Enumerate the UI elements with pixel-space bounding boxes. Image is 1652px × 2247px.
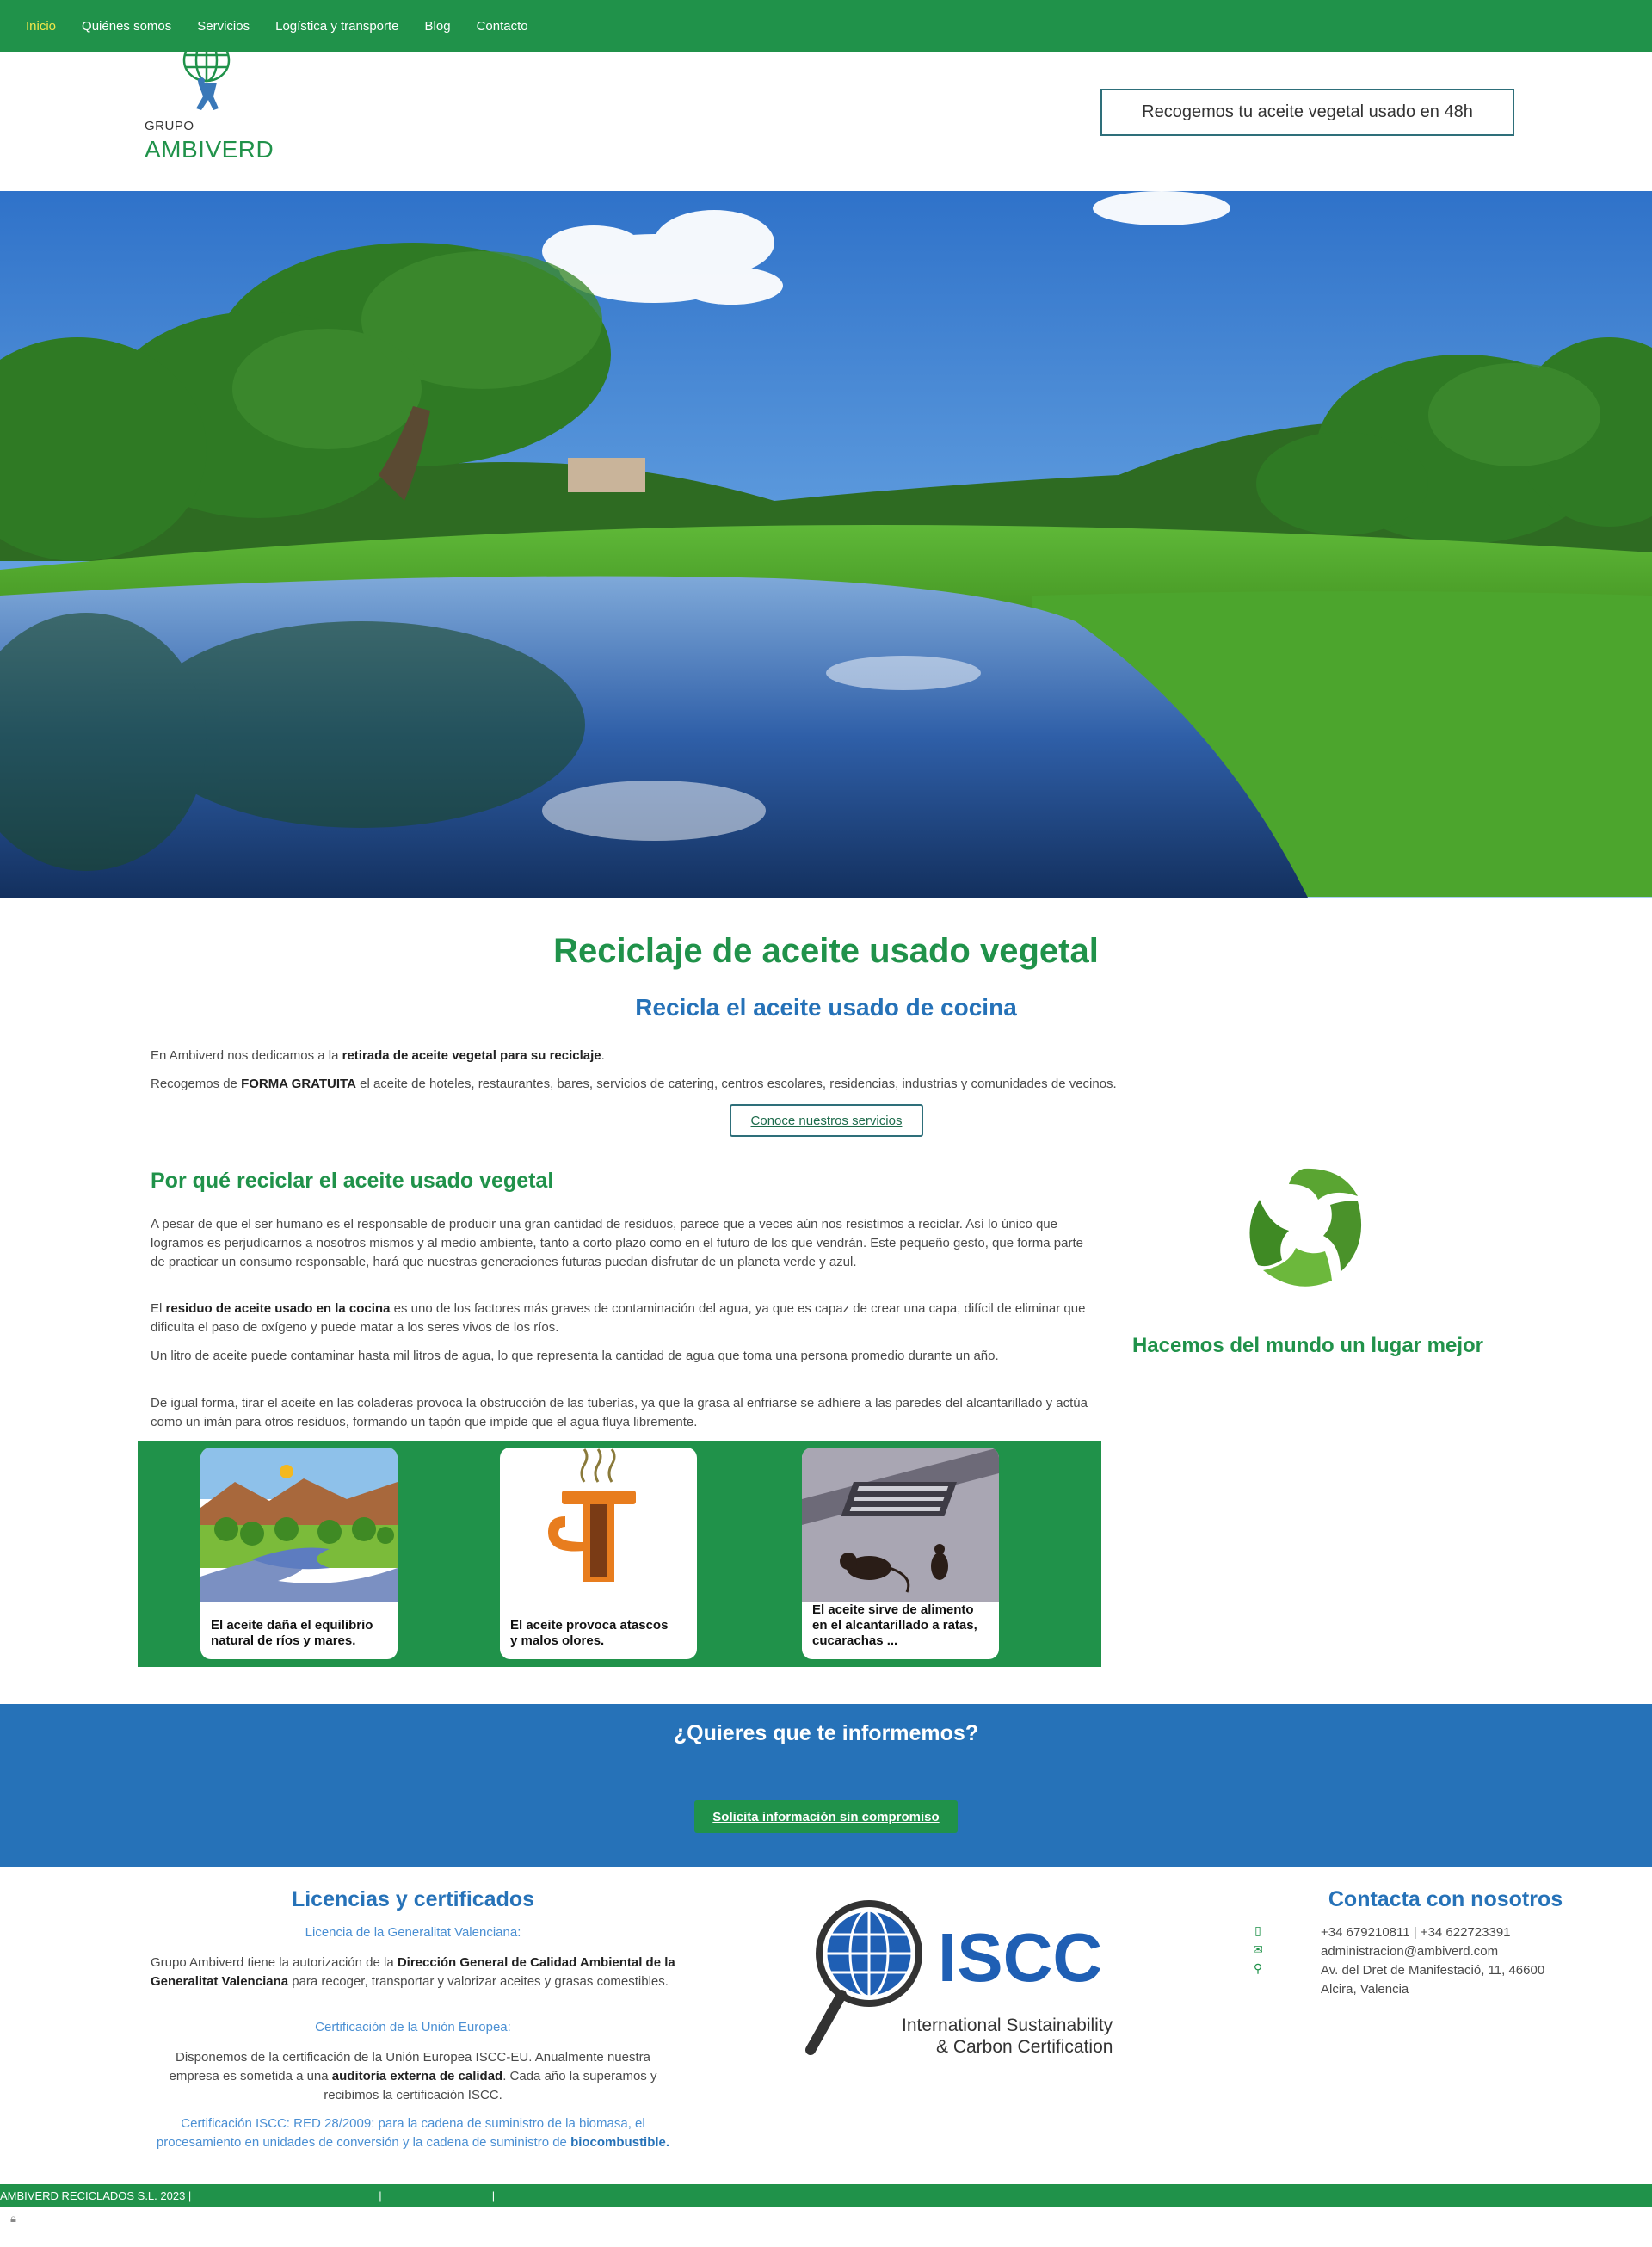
info-request-heading: ¿Quieres que te informemos?	[673, 1721, 979, 1745]
nav-item-quienes-somos[interactable]: Quiénes somos	[82, 18, 172, 34]
license-p1-end: para recoger, transportar y valorizar aceites y grasas comestibles.	[288, 1974, 669, 1989]
license-p3-bold: biocombustible.	[570, 2135, 670, 2150]
why-paragraph-3: Un litro de aceite puede contaminar hasta mil litros de agua, lo que representa la cantidad de agua que toma una persona promedio durante un año.	[151, 1349, 999, 1363]
license-eu-paragraph	[151, 2048, 675, 2105]
lock-icon: 🔒︎	[10, 2212, 16, 2225]
clogged-pipe-icon	[500, 1448, 697, 1602]
iscc-certification-paragraph	[151, 2114, 675, 2152]
why-p2-bold: residuo de aceite usado en la cocina	[165, 1301, 391, 1316]
intro-p1-end: .	[601, 1048, 605, 1063]
logo-name-text: AMBIVERD	[145, 136, 274, 163]
site-logo[interactable]	[138, 52, 284, 172]
licenses-heading: Licencias y certificados	[291, 1887, 535, 1911]
iscc-wordmark: ISCC	[938, 1919, 1103, 1996]
logo-grupo-text: GRUPO	[145, 119, 194, 133]
why-p2-text: El	[151, 1301, 166, 1316]
hero-landscape-image	[0, 191, 1652, 898]
envelope-icon: ✉	[1253, 1942, 1263, 1956]
intro-paragraph-1	[151, 1048, 605, 1063]
copyright-text: AMBIVERD RECICLADOS S.L. 2023 |	[0, 2188, 192, 2202]
top-navigation	[0, 0, 1652, 52]
globe-atlas-icon	[138, 52, 284, 120]
page-title: Reciclaje de aceite usado vegetal	[553, 932, 1099, 970]
nav-item-inicio[interactable]: Inicio	[26, 18, 57, 34]
intro-p2-bold: FORMA GRATUITA	[241, 1077, 356, 1091]
intro-p2-text: Recogemos de	[151, 1077, 242, 1091]
intro-p2-end: el aceite de hoteles, restaurantes, bares, servicios de catering, centros escolares, residencias, industrias y comunidades de vecinos.	[355, 1077, 1117, 1091]
recycle-leaves-icon	[1239, 1162, 1368, 1299]
river-pollution-icon	[200, 1448, 398, 1602]
iscc-magnifier-globe-icon	[792, 1885, 1136, 2091]
why-paragraph-2	[151, 1299, 1088, 1337]
info-request-band	[0, 1704, 1652, 1867]
page-subtitle: Recicla el aceite usado de cocina	[635, 994, 1017, 1021]
intro-p1-bold: retirada de aceite vegetal para su reciclaje	[342, 1048, 601, 1063]
nav-item-servicios[interactable]: Servicios	[197, 18, 250, 34]
why-paragraph-1: A pesar de que el ser humano es el responsable de producir una gran cantidad de residuos, parece que a veces aún nos resistimos a reciclar. Así lo único que logramos es perjudicarnos a nosotros mismos y al medio ambiente, tanto a corto plazo como en el futuro de los que vendrán. Este pequeño gesto, que forma parte de practicar un consumo responsable, hará que nuestras generaciones futuras puedan disfrutar de un planeta verde y azul.	[151, 1217, 1083, 1269]
site-header	[0, 52, 1652, 191]
why-recycle-heading: Por qué reciclar el aceite usado vegetal	[151, 1169, 554, 1193]
sewer-pests-icon	[802, 1448, 999, 1602]
iscc-logo	[792, 1885, 1136, 2091]
intro-p1-text: En Ambiverd nos dedicamos a la	[151, 1048, 342, 1063]
aside-caption: Hacemos del mundo un lugar mejor	[1131, 1334, 1484, 1357]
footer-separator-1: |	[379, 2188, 382, 2202]
license-p2-bold: auditoría externa de calidad	[331, 2069, 503, 2083]
license-p2-end: . Cada año la superamos y recibimos la certificación ISCC.	[324, 2069, 657, 2102]
license-p1-bold: Dirección General de Calidad Ambiental de la Generalitat Valenciana	[151, 1955, 675, 1989]
oil-impact-infographic	[138, 1441, 1101, 1667]
card-caption-rivers: El aceite daña el equilibrio natural de ríos y mares.	[211, 1618, 373, 1648]
card-caption-pipes: El aceite provoca atascos y malos olores.	[510, 1618, 669, 1648]
contact-phone[interactable]: +34 679210811 | +34 622723391	[1321, 1925, 1511, 1940]
pickup-48h-button[interactable]: Recogemos tu aceite vegetal usado en 48h	[1100, 89, 1514, 136]
license-p3-text: Certificación ISCC: RED 28/2009: para la cadena de suministro de la biomasa, el procesamiento en unidades de conversión y la cadena de suministro de	[156, 2116, 645, 2150]
request-info-button[interactable]: Solicita información sin compromiso	[694, 1800, 958, 1833]
copyright-bar	[0, 2184, 1652, 2207]
nav-item-blog[interactable]: Blog	[424, 18, 451, 34]
infographic-card-pests	[802, 1448, 999, 1659]
license-p1-text: Grupo Ambiverd tiene la autorización de la	[151, 1955, 398, 1970]
infographic-card-pipes	[500, 1448, 697, 1659]
nav-item-contacto[interactable]: Contacto	[476, 18, 528, 34]
services-button[interactable]: Conoce nuestros servicios	[730, 1104, 923, 1137]
contact-icons	[1248, 1923, 1268, 1980]
iscc-line-2: & Carbon Certification	[936, 2037, 1113, 2057]
phone-icon: ▯	[1254, 1923, 1261, 1937]
hero-slider	[0, 191, 1652, 898]
contact-heading: Contacta con nosotros	[1328, 1887, 1563, 1911]
license-eu-subheading: Certificación de la Unión Europea:	[315, 2020, 511, 2034]
nav-item-logistica[interactable]: Logística y transporte	[275, 18, 399, 34]
why-paragraph-4: De igual forma, tirar el aceite en las coladeras provoca la obstrucción de las tuberías, ya que la grasa al enfriarse se adhiere a las paredes del alcantarillado y actúa como un imán para otros residuos, formando un tapón que impide que el agua fluya libremente.	[151, 1396, 1088, 1429]
recycle-aside	[1101, 1162, 1514, 1420]
license-gva-paragraph	[151, 1954, 675, 1991]
card-caption-pests: El aceite sirve de alimento en el alcantarillado a ratas, cucarachas ...	[812, 1602, 977, 1648]
intro-paragraph-2	[151, 1077, 1117, 1091]
footer-separator-2: |	[491, 2188, 496, 2202]
map-pin-icon: ⚲	[1253, 1961, 1263, 1975]
license-gva-subheading: Licencia de la Generalitat Valenciana:	[305, 1925, 521, 1940]
infographic-card-rivers	[200, 1448, 398, 1659]
contact-address-line-1: Av. del Dret de Manifestació, 11, 46600	[1321, 1963, 1545, 1978]
contact-address-line-2: Alcira, Valencia	[1321, 1982, 1409, 1997]
contact-details	[1321, 1923, 1544, 1999]
why-p2-end: es uno de los factores más graves de contaminación del agua, ya que es capaz de crear una capa, difícil de eliminar que dificulta el paso de oxígeno y puede matar a los seres vivos de los ríos.	[151, 1301, 1086, 1335]
contact-email[interactable]: administracion@ambiverd.com	[1321, 1944, 1499, 1959]
iscc-line-1: International Sustainability	[902, 2016, 1113, 2035]
license-p2-text: Disponemos de la certificación de la Unión Europea ISCC-EU. Anualmente nuestra empresa es sometida a una	[169, 2050, 650, 2083]
